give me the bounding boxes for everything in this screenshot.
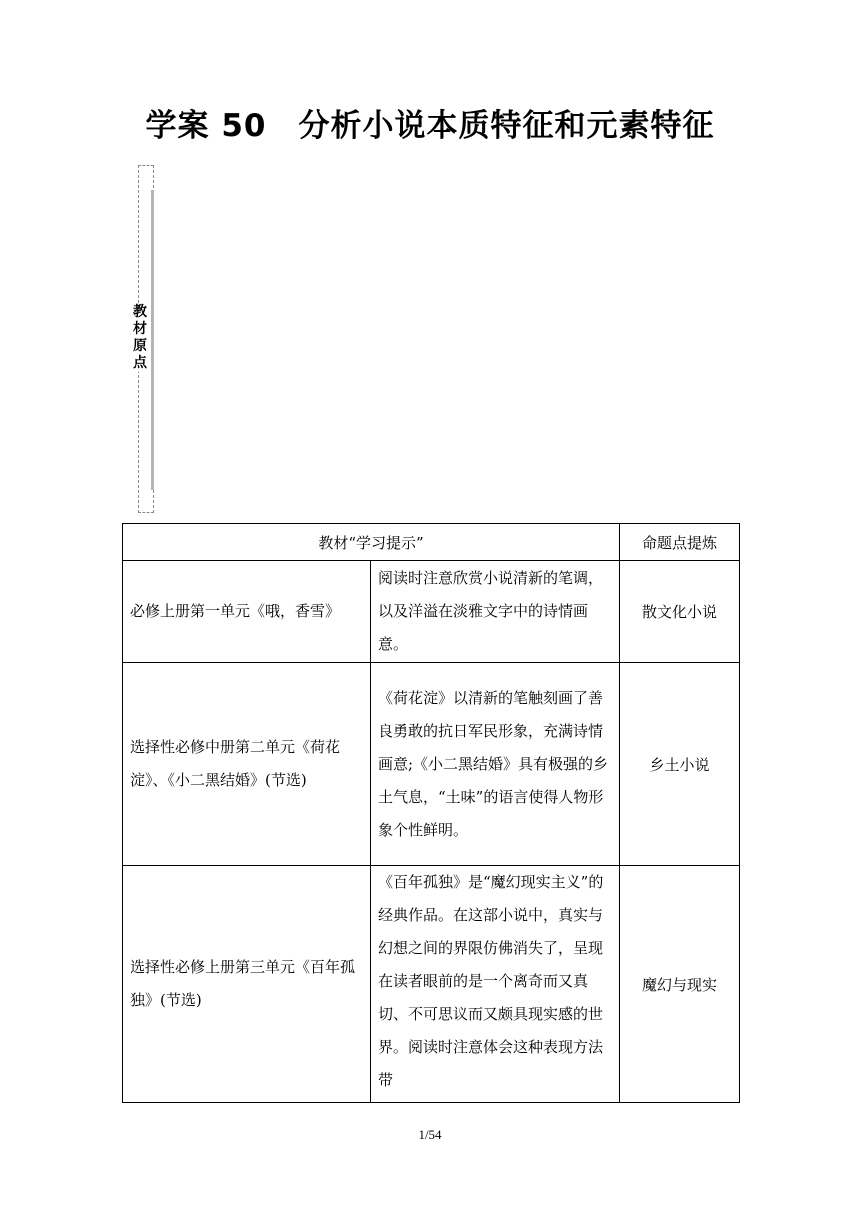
side-tab-bar — [151, 190, 154, 490]
header-exam-point: 命题点提炼 — [620, 524, 740, 561]
side-tab-label — [130, 304, 150, 372]
table-row — [123, 663, 740, 866]
table-row — [123, 561, 740, 663]
row-description — [371, 866, 620, 1103]
row-exam-point: 散文化小说 — [620, 561, 740, 663]
study-tips-table — [122, 523, 740, 1103]
row-description-text: 《百年孤独》是“魔幻现实主义”的经典作品。在这部小说中，真实与幻想之间的界限仿佛消失了，呈现在读者眼前的是一个离奇而又真切、不可思议而又颇具现实感的世界。阅读时注意体会这种表现方法带 — [378, 873, 604, 1089]
side-tab-char: 教 — [133, 304, 147, 320]
row-exam-point: 魔幻与现实 — [620, 866, 740, 1103]
row-description: 《荷花淀》以清新的笔触刻画了善良勇敢的抗日军民形象，充满诗情画意;《小二黑结婚》具有极强的乡土气息，“土味”的语言使得人物形象个性鲜明。 — [371, 663, 620, 866]
table-header-row — [123, 524, 740, 561]
page-number: 1/54 — [418, 1127, 442, 1142]
row-source: 选择性必修上册第三单元《百年孤独》(节选) — [123, 866, 371, 1103]
side-tab-char: 原 — [133, 338, 147, 354]
header-study-tips: 教材“学习提示” — [123, 524, 620, 561]
row-source: 选择性必修中册第二单元《荷花淀》、《小二黑结婚》(节选) — [123, 663, 371, 866]
row-exam-point: 乡土小说 — [620, 663, 740, 866]
side-tab-char: 材 — [133, 321, 147, 337]
table-row — [123, 866, 740, 1103]
row-description: 阅读时注意欣赏小说清新的笔调，以及洋溢在淡雅文字中的诗情画意。 — [371, 561, 620, 663]
row-source: 必修上册第一单元《哦，香雪》 — [123, 561, 371, 663]
side-tab-char: 点 — [133, 355, 147, 371]
page-title: 学案 50 分析小说本质特征和元素特征 — [145, 108, 715, 144]
